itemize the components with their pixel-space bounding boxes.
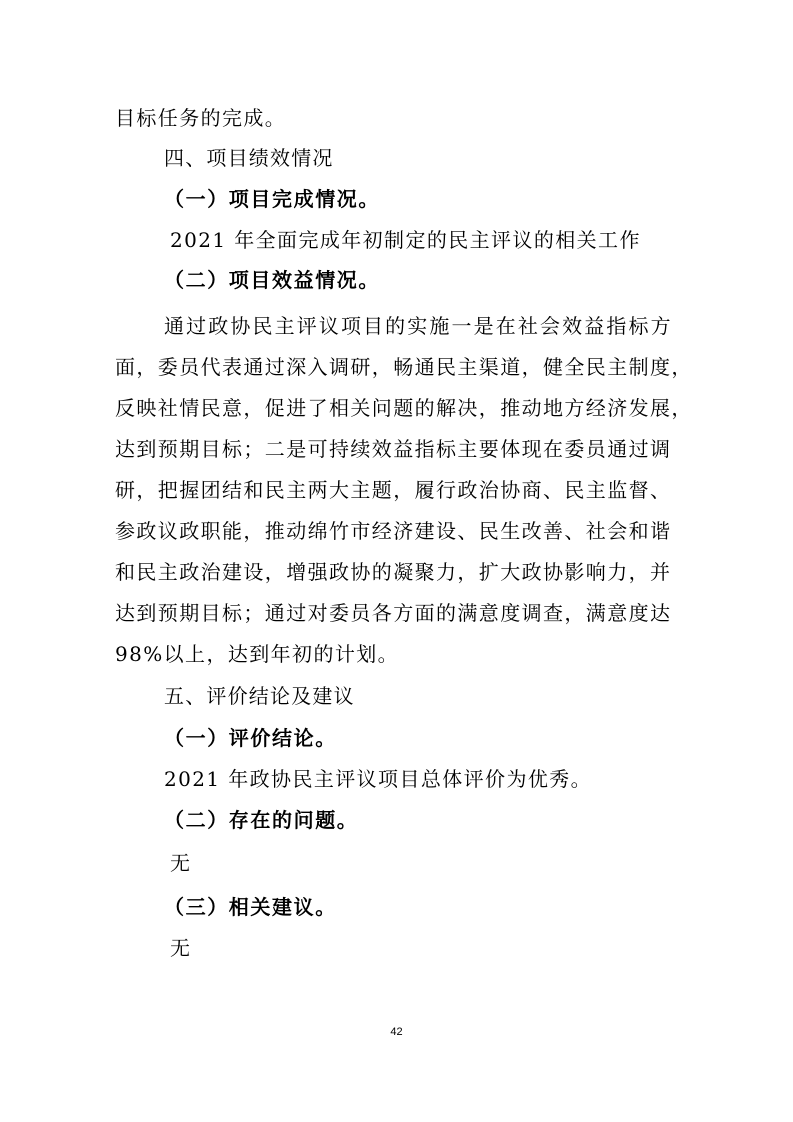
section-5-sub1-text: 2021 年政协民主评议项目总体评价为优秀。 [164,767,593,791]
section-5-title: 五、评价结论及建议 [164,684,355,708]
paragraph-line-3: 反映社情民意，促进了相关问题的解决，推动地方经济发展， [115,396,693,420]
section-4-subheading-1: （一）项目完成情况。 [164,187,380,211]
section-5-sub2-text: 无 [170,851,192,875]
section-4-subheading-2: （二）项目效益情况。 [164,268,380,292]
paragraph-line-2: 面，委员代表通过深入调研，畅通民主渠道，健全民主制度， [115,355,693,379]
paragraph-line-5: 研，把握团结和民主两大主题，履行政治协商、民主监督、 [115,478,672,502]
section-5-sub3-text: 无 [170,936,192,960]
section-5-subheading-3: （三）相关建议。 [164,895,337,919]
paragraph-line-6: 参政议政职能，推动绵竹市经济建设、民生改善、社会和谐 [115,519,672,543]
page-number: 42 [390,1026,403,1038]
continuation-text: 目标任务的完成。 [115,106,287,130]
paragraph-line-8: 达到预期目标；通过对委员各方面的满意度调查，满意度达 [115,601,672,625]
section-5-subheading-2: （二）存在的问题。 [164,808,359,832]
section-4-title: 四、项目绩效情况 [164,146,334,170]
paragraph-line-1: 通过政协民主评议项目的实施一是在社会效益指标方 [164,314,672,338]
paragraph-line-7: 和民主政治建设，增强政协的凝聚力，扩大政协影响力，并 [115,560,672,584]
paragraph-line-9: 98%以上，达到年初的计划。 [115,642,400,666]
section-5-subheading-1: （一）评价结论。 [164,726,337,750]
paragraph-line-4: 达到预期目标；二是可持续效益指标主要体现在委员通过调 [115,437,672,461]
section-4-sub1-text: 2021 年全面完成年初制定的民主评议的相关工作 [170,228,641,252]
